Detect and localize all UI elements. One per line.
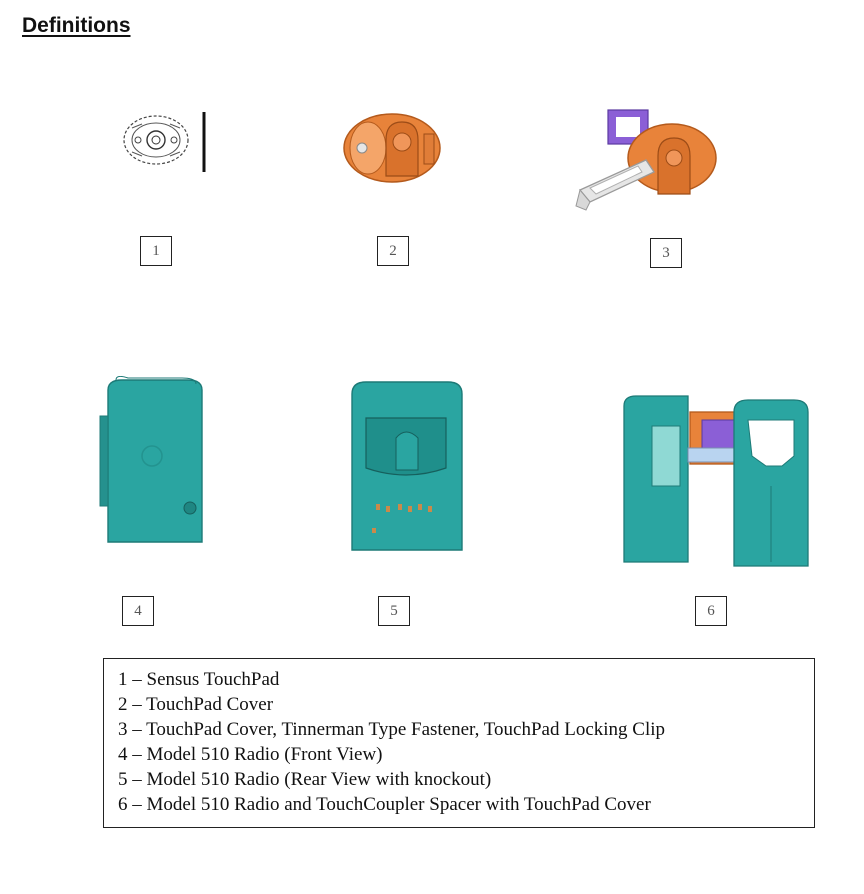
legend-item: 4 – Model 510 Radio (Front View) bbox=[118, 744, 383, 765]
touchpad-cover-image bbox=[338, 106, 446, 190]
definitions-legend bbox=[103, 658, 815, 828]
radio-spacer-cover-image bbox=[606, 386, 826, 576]
radio-rear-image bbox=[346, 378, 468, 554]
figure-number-3: 3 bbox=[650, 238, 682, 268]
figure-number-1: 1 bbox=[140, 236, 172, 266]
legend-item: 3 – TouchPad Cover, Tinnerman Type Fastener, TouchPad Locking Clip bbox=[118, 719, 666, 740]
legend-item: 5 – Model 510 Radio (Rear View with knockout) bbox=[118, 769, 492, 790]
legend-item: 6 – Model 510 Radio and TouchCoupler Spacer with TouchPad Cover bbox=[118, 794, 651, 815]
figure-number-2: 2 bbox=[377, 236, 409, 266]
legend-item: 1 – Sensus TouchPad bbox=[118, 669, 280, 690]
touchpad-drawing bbox=[118, 104, 213, 178]
legend-item: 2 – TouchPad Cover bbox=[118, 694, 274, 715]
cover-fastener-clip-image bbox=[562, 98, 732, 228]
figure-number-5: 5 bbox=[378, 596, 410, 626]
section-heading: Definitions bbox=[22, 14, 131, 37]
figure-number-6: 6 bbox=[695, 596, 727, 626]
figure-number-4: 4 bbox=[122, 596, 154, 626]
radio-front-image bbox=[98, 376, 210, 548]
